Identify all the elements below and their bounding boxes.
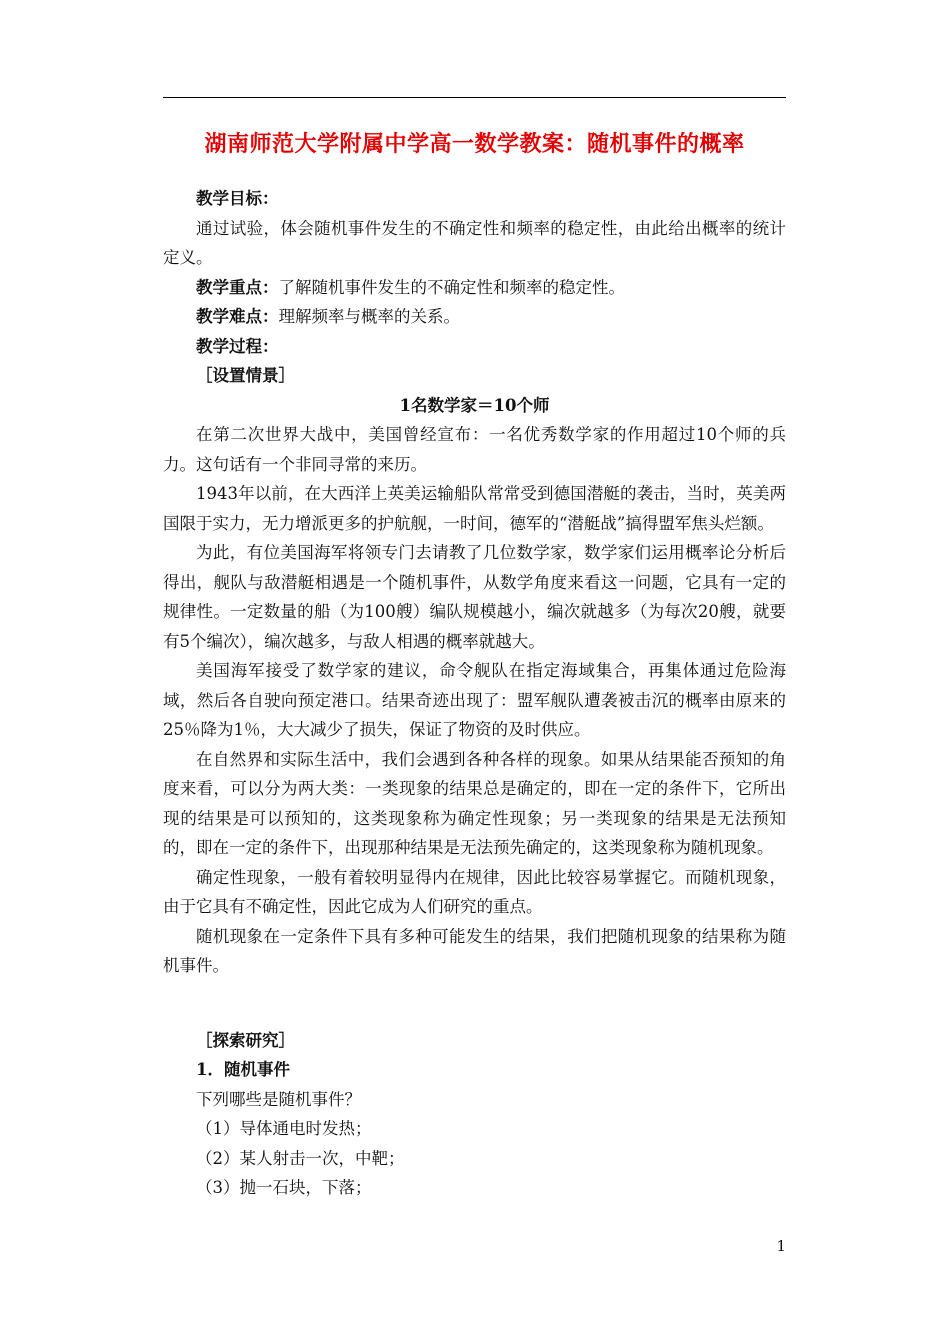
key-point-line bbox=[163, 273, 786, 303]
list-item: （1）导体通电时发热； bbox=[196, 1119, 372, 1138]
scenario-paragraph: 确定性现象，一般有着较明显得内在规律，因此比较容易掌握它。而随机现象，由于它具有不确定性，因此它成为人们研究的重点。 bbox=[163, 867, 786, 916]
header-rule bbox=[163, 97, 786, 98]
explore-label: ［探索研究］ bbox=[196, 1030, 295, 1050]
difficulty-text: 理解频率与概率的关系。 bbox=[278, 307, 460, 326]
difficulty-line bbox=[163, 302, 786, 332]
question-text: 下列哪些是随机事件？ bbox=[196, 1089, 361, 1109]
page-number: 1 bbox=[776, 1237, 786, 1255]
key-point-label: 教学重点： bbox=[196, 277, 279, 297]
objectives-text: 通过试验，体会随机事件发生的不确定性和频率的稳定性，由此给出概率的统计定义。 bbox=[163, 218, 786, 267]
process-label: 教学过程： bbox=[196, 336, 279, 356]
scenario-heading bbox=[163, 361, 786, 391]
scenario-label: ［设置情景］ bbox=[196, 366, 295, 385]
scenario-paragraph: 美国海军接受了数学家的建议，命令舰队在指定海域集合，再集体通过危险海域，然后各自驶向预定港口。结果奇迹出现了：盟军舰队遭袭被击沉的概率由原来的25％降为1％，大大减少了损失，保证了物资的及时供应。 bbox=[163, 661, 786, 739]
difficulty-label: 教学难点： bbox=[196, 307, 279, 326]
scenario-paragraph: 为此，有位美国海军将领专门去请教了几位数学家，数学家们运用概率论分析后得出，舰队与敌潜艇相遇是一个随机事件，从数学角度来看这一问题，它具有一定的规律性。一定数量的船（为100艘）编队规模越小，编次就越多（为每次20艘，就要有5个编次），编次越多，与敌人相遇的概率就越大。 bbox=[163, 543, 786, 651]
list-item: （3）抛一石块，下落； bbox=[196, 1178, 372, 1197]
list-item: （2）某人射击一次，中靶； bbox=[196, 1148, 405, 1168]
scenario-paragraph: 在第二次世界大战中，美国曾经宣布：一名优秀数学家的作用超过10个师的兵力。这句话有一个非同寻常的来历。 bbox=[163, 425, 786, 474]
scenario-paragraph: 1943年以前，在大西洋上英美运输船队常常受到德国潜艇的袭击，当时，英美两国限于实力，无力增派更多的护航舰，一时间，德军的“潜艇战”搞得盟军焦头烂额。 bbox=[163, 484, 786, 533]
document-body bbox=[163, 184, 786, 1203]
document-title: 湖南师范大学附属中学高一数学教案：随机事件的概率 bbox=[204, 132, 745, 157]
objectives-heading bbox=[163, 184, 786, 214]
section-gap bbox=[163, 981, 786, 1026]
scenario-paragraph: 随机现象在一定条件下具有多种可能发生的结果，我们把随机现象的结果称为随机事件。 bbox=[163, 926, 786, 975]
objectives-label: 教学目标： bbox=[196, 189, 279, 208]
section-title-line bbox=[163, 1055, 786, 1085]
scenario-paragraph: 在自然界和实际生活中，我们会遇到各种各样的现象。如果从结果能否预知的角度来看，可以分为两大类：一类现象的结果总是确定的，即在一定的条件下，它所出现的结果是可以预知的，这类现象称为确定性现象；另一类现象的结果是无法预知的，即在一定的条件下，出现那种结果是无法预先确定的，这类现象称为随机现象。 bbox=[163, 749, 786, 857]
process-heading bbox=[163, 332, 786, 362]
scenario-subtitle: 1名数学家＝10个师 bbox=[399, 395, 550, 415]
key-point-text: 了解随机事件发生的不确定性和频率的稳定性。 bbox=[278, 277, 625, 297]
explore-heading bbox=[163, 1026, 786, 1056]
section-title: 1．随机事件 bbox=[196, 1060, 290, 1079]
